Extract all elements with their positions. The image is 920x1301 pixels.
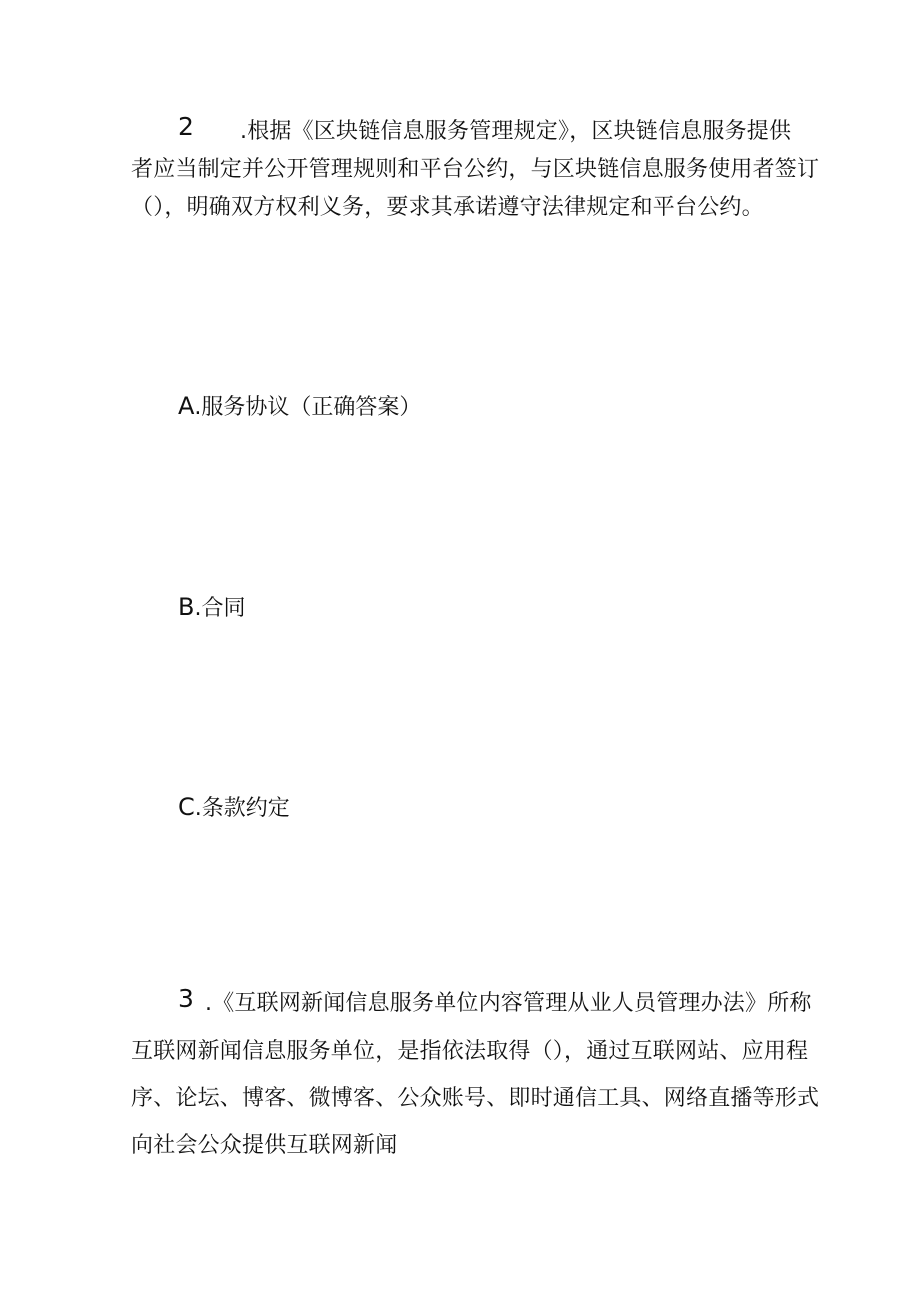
option-a-letter: A <box>178 392 195 420</box>
option-c-letter: C <box>178 793 195 821</box>
option-b-text: .合同 <box>194 596 246 621</box>
question-2-text-line-2: 者应当制定并公开管理规则和平台公约，与区块链信息服务使用者签订 <box>131 157 820 182</box>
question-3-text-line-2: 互联网新闻信息服务单位，是指依法取得（），通过互联网站、应用程 <box>131 1039 809 1064</box>
option-a-text: .服务协议（正确答案） <box>194 395 422 420</box>
option-a <box>178 387 421 427</box>
question-2-text-line-1: .根据《区块链信息服务管理规定》，区块链信息服务提供 <box>240 119 792 144</box>
option-c <box>178 788 290 828</box>
question-3-text-line-3: 序、论坛、博客、微博客、公众账号、即时通信工具、网络直播等形式 <box>131 1086 820 1111</box>
option-b <box>178 588 245 628</box>
question-3-text-line-4: 向社会公众提供互联网新闻 <box>131 1133 398 1158</box>
question-2-number: 2 <box>178 112 194 141</box>
option-c-text: .条款约定 <box>194 796 290 821</box>
question-3-number: 3 <box>178 984 194 1013</box>
question-3-text-line-1: .《互联网新闻信息服务单位内容管理从业人员管理办法》所称 <box>205 991 812 1016</box>
question-2-text-line-3: （），明确双方权利义务，要求其承诺遵守法律规定和平台公约。 <box>131 195 764 220</box>
option-b-letter: B <box>178 593 195 621</box>
